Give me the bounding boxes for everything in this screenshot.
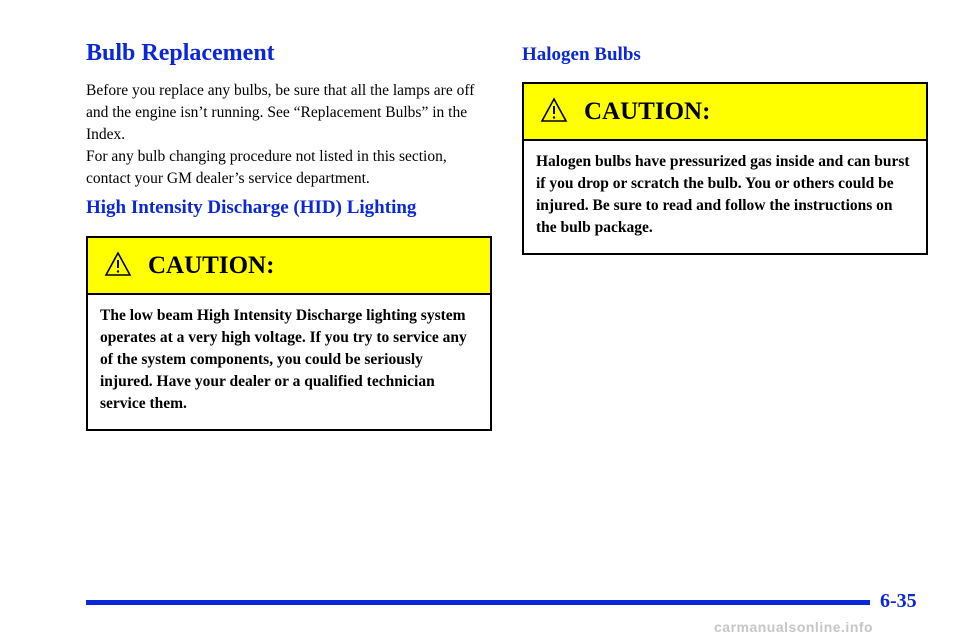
watermark: carmanualsonline.info: [714, 619, 874, 635]
caution-text: Halogen bulbs have pressurized gas inside and can burst if you drop or scratch the bulb. You or others could be injured. Be sure to read and follow the instructions on the bulb package.: [536, 153, 910, 236]
hid-lighting-heading: High Intensity Discharge (HID) Lighting: [86, 197, 417, 218]
caution-header: [88, 238, 490, 295]
section-title: Bulb Replacement: [86, 40, 275, 66]
caution-label: CAUTION:: [584, 98, 711, 125]
caution-header: [524, 84, 926, 141]
caution-label: CAUTION:: [148, 252, 275, 279]
intro-paragraph: Before you replace any bulbs, be sure that all the lamps are off and the engine isn’t running. See “Replacement Bulbs” in the Index.: [86, 82, 475, 143]
warning-triangle-icon: [104, 251, 132, 277]
halogen-bulbs-heading: Halogen Bulbs: [522, 44, 641, 65]
footer-rule: [86, 600, 870, 605]
hid-caution-box: [86, 236, 492, 431]
halogen-caution-box: [522, 82, 928, 255]
warning-triangle-icon: [540, 97, 568, 123]
caution-text: The low beam High Intensity Discharge lighting system operates at a very high voltage. If you try to service any of the system components, you could be seriously injured. Have your dealer or a qualified technician service them.: [100, 307, 467, 412]
contact-paragraph: For any bulb changing procedure not listed in this section, contact your GM dealer’s service department.: [86, 148, 447, 187]
page-number: 6-35: [880, 590, 917, 612]
